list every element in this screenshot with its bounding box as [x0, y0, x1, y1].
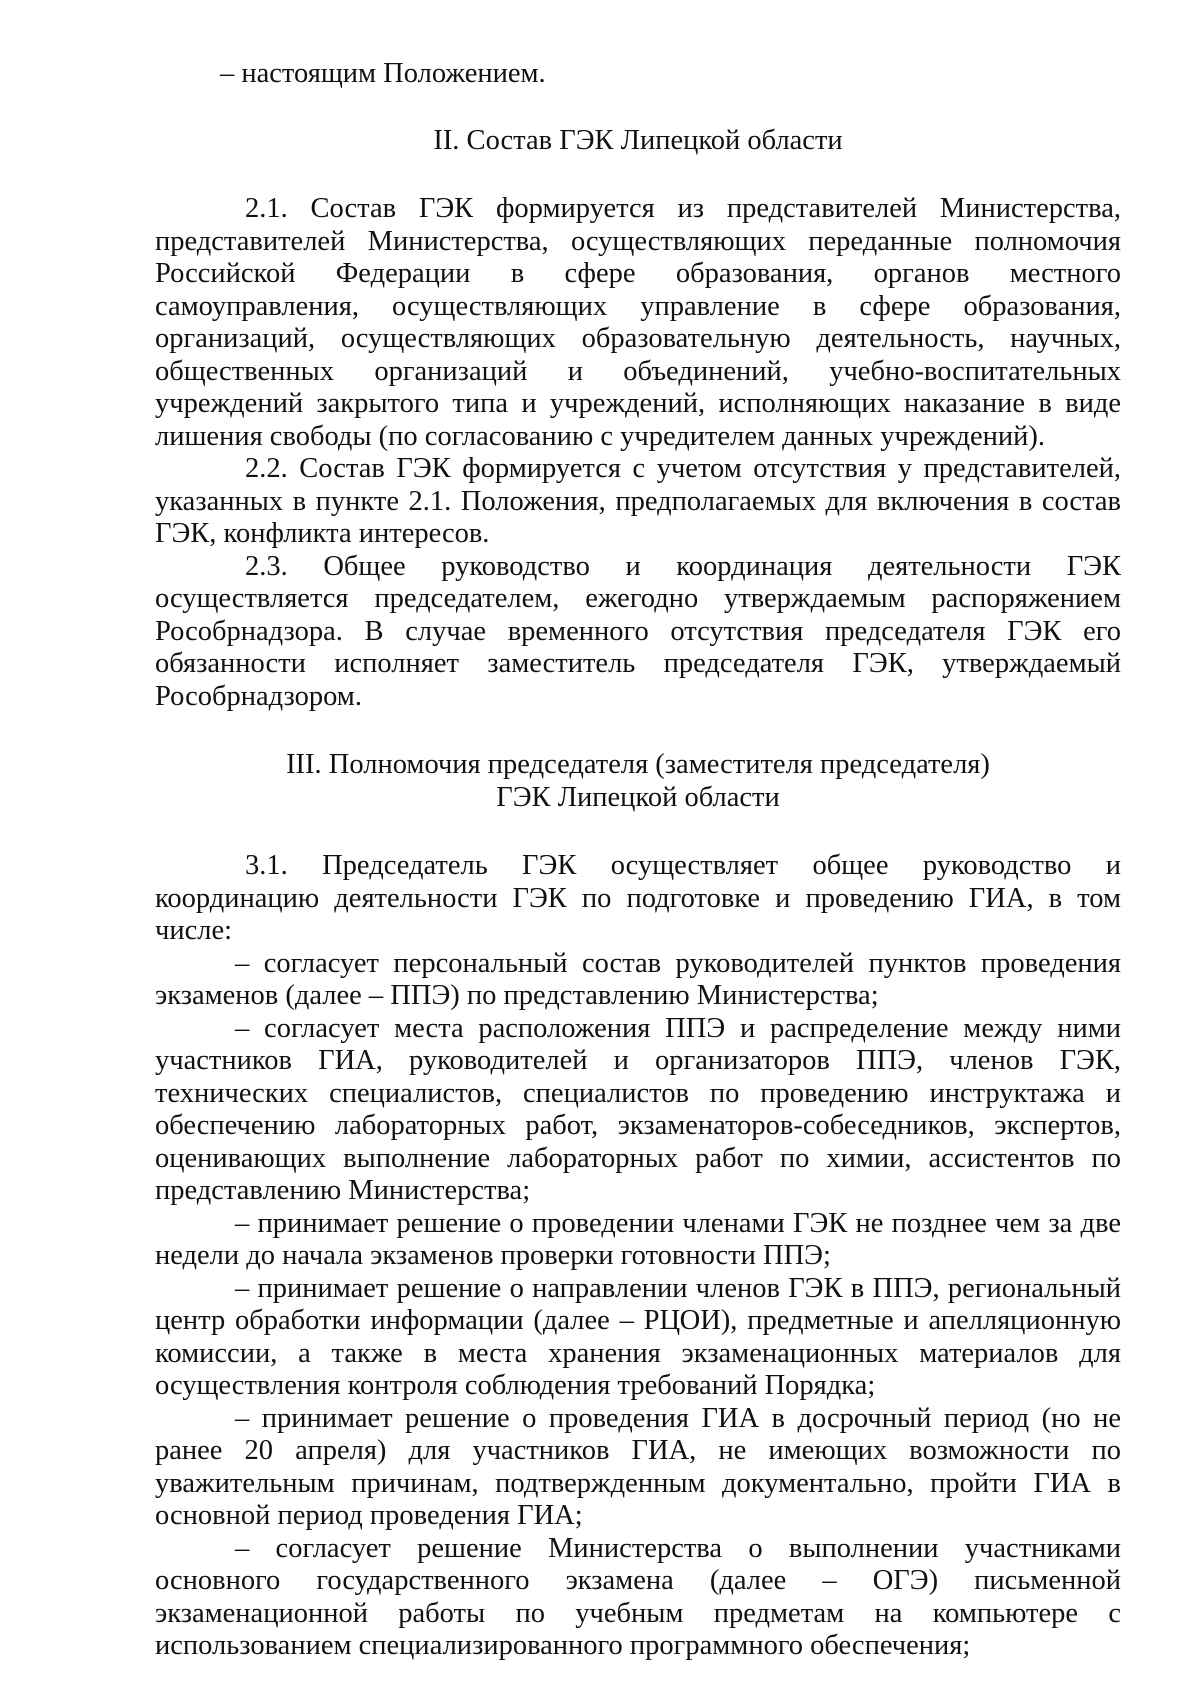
list-item: – принимает решение о проведения ГИА в досрочный период (но не ранее 20 апреля) для участников ГИА, не имеющих возможности по уважительным причинам, подтвержденным документально, пройти ГИА в основной период проведения ГИА; [155, 1402, 1121, 1531]
list-item: – согласует решение Министерства о выполнении участниками основного государственного экзамена (далее – ОГЭ) письменной экзаменационной работы по учебным предметам на компьютере с использованием специализированного программного обеспечения; [155, 1532, 1121, 1661]
section-2-title: II. Состав ГЭК Липецкой области [433, 124, 843, 156]
paragraph-3-1: 3.1. Председатель ГЭК осуществляет общее руководство и координацию деятельности ГЭК по подготовке и проведению ГИА, в том числе: [155, 850, 1121, 946]
section-3-heading [155, 749, 1121, 814]
paragraph-2-1: 2.1. Состав ГЭК формируется из представителей Министерства, представителей Министерства, осуществляющих переданные полномочия Российской Федерации в сфере образования, органов местного самоуправления, осуществляющих управление в сфере образования, организаций, осуществляющих образовательную деятельность, научных, общественных организаций и объединений, учебно-воспитательных учреждений закрытого типа и учреждений, исполняющих наказание в виде лишения свободы (по согласованию с учредителем данных учреждений). [155, 193, 1121, 452]
list-item: – принимает решение о проведении членами ГЭК не позднее чем за две недели до начала экзаменов проверки готовности ППЭ; [155, 1207, 1121, 1271]
section-2-heading [155, 125, 1121, 158]
list-item: – согласует персональный состав руководителей пунктов проведения экзаменов (далее – ППЭ) по представлению Министерства; [155, 947, 1121, 1011]
section-3-title-line2: ГЭК Липецкой области [496, 781, 780, 813]
paragraph-2-2: 2.2. Состав ГЭК формируется с учетом отсутствия у представителей, указанных в пункте 2.1. Положения, предполагаемых для включения в состав ГЭК, конфликта интересов. [155, 453, 1121, 549]
intro-line: – настоящим Положением. [220, 58, 546, 89]
section-3-title-line1: III. Полномочия председателя (заместителя председателя) [286, 749, 990, 780]
paragraph-2-3: 2.3. Общее руководство и координация деятельности ГЭК осуществляется председателем, ежегодно утверждаемым распоряжением Рособрнадзора. В случае временного отсутствия председателя ГЭК его обязанности исполняет заместитель председателя ГЭК, утверждаемый Рособрнадзором. [155, 550, 1121, 712]
list-item: – принимает решение о направлении членов ГЭК в ППЭ, региональный центр обработки информации (далее – РЦОИ), предметные и апелляционную комиссии, а также в места хранения экзаменационных материалов для осуществления контроля соблюдения требований Порядка; [155, 1272, 1121, 1401]
list-item: – согласует места расположения ППЭ и распределение между ними участников ГИА, руководителей и организаторов ППЭ, членов ГЭК, технических специалистов, специалистов по проведению инструктажа и обеспечению лабораторных работ, экзаменаторов-собеседников, экспертов, оценивающих выполнение лабораторных работ по химии, ассистентов по представлению Министерства; [155, 1012, 1121, 1206]
document-page [155, 58, 1121, 1663]
